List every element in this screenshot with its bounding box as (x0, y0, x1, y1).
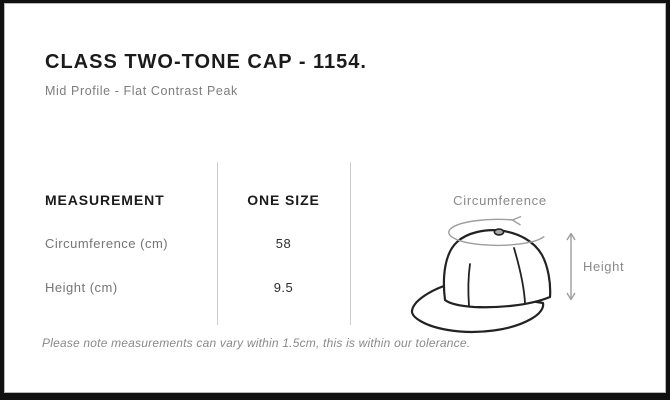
tolerance-note: Please note measurements can vary within 1.5cm, this is within our tolerance. (42, 336, 471, 350)
table-header-measurement: MEASUREMENT (45, 192, 165, 208)
circumference-diagram-label: Circumference (453, 193, 547, 208)
table-header-one-size: ONE SIZE (247, 192, 320, 208)
table-divider-right (350, 162, 351, 325)
table-row-circumference-label: Circumference (cm) (45, 236, 169, 251)
cap-button-icon (494, 229, 503, 235)
table-row-circumference-value: 58 (275, 236, 292, 251)
table-row-height-label: Height (cm) (45, 280, 118, 295)
product-title: CLASS TWO-TONE CAP - 1154. (45, 51, 367, 73)
height-arrow-icon (567, 234, 575, 300)
cap-illustration (400, 158, 635, 343)
product-subtitle: Mid Profile - Flat Contrast Peak (45, 84, 238, 98)
height-diagram-label: Height (583, 259, 625, 274)
table-row-height-value: 9.5 (273, 280, 294, 295)
